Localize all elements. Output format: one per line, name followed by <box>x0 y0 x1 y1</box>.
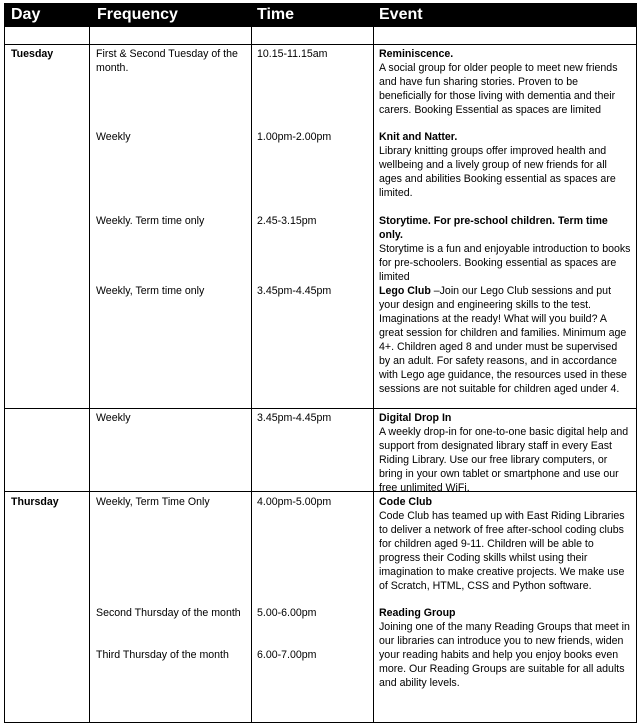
event-description: Library knitting groups offer improved health and wellbeing and a lively group of new friends for all ages and abilities Booking essential as spaces are limited. <box>379 145 616 199</box>
event-title: Reminiscence. <box>379 48 454 60</box>
column-divider <box>89 27 90 722</box>
event-description: Code Club has teamed up with East Riding Libraries to deliver a network of free after-school coding clubs for children aged 9-11. Children will be able to progress their Coding skills whilst using their imagination to make creative projects. We make use of Scratch, HTML, CSS and Python software. <box>379 510 625 592</box>
time-cell: 3.45pm-4.45pm <box>257 285 332 297</box>
time-cell: 3.45pm-4.45pm <box>257 412 332 424</box>
event-title: Reading Group <box>379 607 456 619</box>
row-divider <box>5 408 636 409</box>
event-cell <box>379 411 631 495</box>
column-divider <box>373 27 374 722</box>
table-header <box>5 4 636 27</box>
event-description: A weekly drop-in for one-to-one basic digital help and support from designated library staff in every East Riding Library. Use our free library computers, or bring in your own tablet or smartphone and use our free unlimited WiFi. <box>379 426 629 494</box>
header-frequency: Frequency <box>97 6 178 23</box>
day-cell: Tuesday <box>11 48 54 60</box>
event-description: A social group for older people to meet new friends and have fun sharing stories. Proven to be beneficially for those living with dementia and their carers. Booking Essential as spaces are limited <box>379 62 618 116</box>
frequency-cell: Weekly <box>96 412 131 424</box>
header-event: Event <box>379 6 423 23</box>
header-day: Day <box>11 6 41 23</box>
frequency-cell: Weekly <box>96 131 131 143</box>
time-cell: 6.00-7.00pm <box>257 649 317 661</box>
time-cell: 10.15-11.15am <box>257 48 328 60</box>
events-table <box>4 3 637 723</box>
event-description: –Join our Lego Club sessions and put your design and engineering skills to the test. Imaginations at the ready! What will you build? A great session for children and families. Minimum age 4+. Children aged 8 and under must be supervised by an adult. For safety reasons, and in accordance with Lego age guidance, the resources used in these sessions are not suitable for children aged under 4. <box>379 285 627 395</box>
header-time: Time <box>257 6 295 23</box>
frequency-cell: Weekly, Term Time Only <box>96 496 210 508</box>
event-title: Code Club <box>379 496 432 508</box>
row-divider <box>5 44 636 45</box>
event-cell <box>379 495 631 593</box>
event-cell <box>379 130 631 200</box>
frequency-cell: Weekly, Term time only <box>96 285 205 297</box>
day-cell: Thursday <box>11 496 59 508</box>
frequency-cell: Second Thursday of the month <box>96 607 241 619</box>
event-title: Lego Club <box>379 285 431 297</box>
event-cell <box>379 606 631 690</box>
time-cell: 4.00pm-5.00pm <box>257 496 332 508</box>
frequency-cell: First & Second Tuesday of the month. <box>96 48 238 74</box>
event-cell <box>379 214 631 284</box>
event-cell <box>379 284 631 396</box>
time-cell: 2.45-3.15pm <box>257 215 317 227</box>
event-title: Storytime. For pre-school children. Term time only. <box>379 215 608 241</box>
frequency-cell: Weekly. Term time only <box>96 215 205 227</box>
event-cell <box>379 47 631 117</box>
column-divider <box>251 27 252 722</box>
event-description: Storytime is a fun and enjoyable introduction to books for pre-schoolers. Booking essential as spaces are limited <box>379 243 631 283</box>
event-title: Digital Drop In <box>379 412 452 424</box>
time-cell: 5.00-6.00pm <box>257 607 317 619</box>
event-title: Knit and Natter. <box>379 131 458 143</box>
time-cell: 1.00pm-2.00pm <box>257 131 332 143</box>
event-description: Joining one of the many Reading Groups that meet in our libraries can introduce you to new friends, widen your reading habits and help you enjoy books even more. Our Reading Groups are suitable for all adults and ability levels. <box>379 621 630 689</box>
frequency-cell: Third Thursday of the month <box>96 649 229 661</box>
